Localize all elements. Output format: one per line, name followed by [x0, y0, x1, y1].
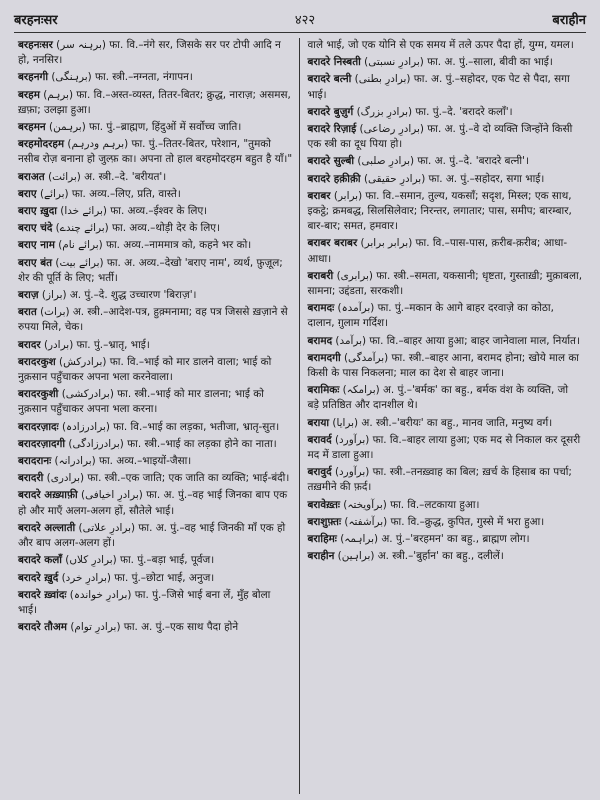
entry-headword: बराए	[18, 187, 37, 200]
entry-headword: बरादरे बत्नी	[307, 73, 352, 86]
entry-headword: बरादरे रिज़ाई	[307, 123, 357, 136]
entry-definition: (برآویختہ) फा. वि.–लटकाया हुआ।	[343, 498, 480, 511]
entry-headword: बरादरे ख़ुर्द	[18, 571, 59, 584]
left-column	[14, 38, 300, 794]
entry-headword: बरावेख़्तः	[307, 498, 340, 511]
dictionary-entry	[18, 454, 293, 469]
dictionary-entry	[18, 620, 293, 635]
entry-headword: बराए बंत	[18, 256, 53, 269]
entry-headword: बरादरे हक़ीक़ी	[307, 172, 361, 185]
entry-headword: बरादरकुशी	[18, 388, 59, 401]
entry-headword: बराअत	[18, 170, 45, 183]
dictionary-entry	[18, 305, 293, 335]
entry-definition: (برادرِ خواندہ) फा. पुं.–जिसे भाई बना लें, मुँह बोला भाई।	[18, 588, 271, 616]
entry-definition: (برابر برابر) फा. वि.–पास-पास, क़रीब-क़रीब; आधा-आधा।	[307, 237, 568, 265]
entry-headword: बरावर्द	[307, 433, 332, 446]
dictionary-entry	[18, 338, 293, 353]
entry-definition: (برادرِ نسبتی) फा. अ. पुं.–साला, बीवी का भाई।	[364, 56, 553, 69]
entry-definition: (برادرِ حقیقی) फा. अ. पुं.–सहोदर, सगा भाई।	[363, 172, 545, 185]
entry-definition: वाले भाई, जो एक योनि से एक समय में तले ऊपर पैदा हों, युग्म, यमल।	[307, 39, 574, 51]
dictionary-entry	[18, 437, 293, 452]
right-column	[300, 38, 587, 794]
dictionary-entry	[308, 105, 583, 120]
dictionary-entry	[18, 170, 293, 185]
entry-headword: बरादरी	[18, 472, 44, 485]
entry-definition: (برہم ودرہم) फा. पुं.–तितर-बितर, परेशान, "तुमको नसीब रोज़ बनाना हो जुल्फ़ का। अपना तो हाल बरहमोदरहम बहुत है याँ।"	[18, 138, 293, 166]
entry-headword: बरामदः	[307, 302, 335, 315]
entry-headword: बरादरे अल्लाती	[18, 521, 76, 534]
entry-definition: (برادرکش) फा. वि.–भाई को मार डालने वाला; भाई को नुक़सान पहुँचाकर अपना भला करनेवाला।	[18, 355, 272, 384]
entry-headword: बरादरे अख़्याफ़ी	[18, 489, 78, 502]
entry-definition: (برہنگی) फा. स्त्री.–नग्नता, नंगापन।	[51, 71, 193, 84]
entry-definition: (برادرِ صلبی) फा. अ. पुं.–दे. 'बरादरे बत्नी'।	[357, 155, 529, 168]
header-right-guide-word: बराहीन	[552, 13, 586, 28]
entry-headword: बराया	[307, 416, 330, 429]
entry-definition: (برآمد) फा. वि.–बाहर आया हुआ; बाहर जानेवाला माल, निर्यात।	[335, 334, 580, 347]
entry-definition: (برہم) फा. वि.–अस्त-व्यस्त, तितर-बितर; क्रुद्ध, नाराज़; असमस, ख़फ़ा; उलझा हुआ।	[18, 88, 291, 116]
entry-definition: (برادرکشی) फा. स्त्री.–भाई को मार डालना; भाई को नुक़सान पहुँचाकर अपना भला करना।	[18, 388, 264, 416]
page-number: ४२२	[294, 13, 316, 28]
entry-definition: (برہنہ سر) फा. वि.–नंगे सर, जिसके सर पर टोपी आदि न हो, ननसिर।	[18, 39, 281, 67]
entry-definition: (برآمدگی) फा. स्त्री.–बाहर आना, बरामद होना; खोये माल का किसी के पास निकलना; माल का देश से बाहर जाना।	[307, 351, 580, 380]
entry-headword: बरादरे तौअम	[18, 621, 68, 634]
entry-definition: (برابر) फा. वि.–समान, तुल्य, यकसाँ; सदृश, मिस्ल; एक साथ, इकट्ठे; क्रमबद्ध, सिलसिलेवार; निरन्तर, लगातार; पास, समीप; बारम्बार, बार-बार; समत, हमवार।	[307, 189, 572, 233]
dictionary-entry	[308, 498, 583, 513]
entry-headword: बरहनगी	[18, 71, 49, 84]
entry-definition: (برآشفتہ) फा. वि.–क्रुद्ध, कुपित, गुस्से में भरा हुआ।	[344, 515, 545, 528]
entry-definition: (برادرِ بزرگ) फा. पुं.–दे. 'बरादरे कलाँ'।	[356, 105, 513, 118]
entry-headword: बरहम	[18, 88, 40, 101]
dictionary-entry	[308, 38, 583, 53]
entry-definition: (برائے) फा. अव्य.–लिए, प्रति, वास्ते।	[39, 187, 181, 200]
two-column-body	[14, 38, 586, 794]
entry-headword: बरादरे ख़्वांदः	[18, 588, 67, 601]
entry-headword: बराबर	[307, 189, 331, 202]
entry-definition: (برادرِ علاتی) फा. अ. पुं.–वह भाई जिनकी माँ एक हो और बाप अलग-अलग हों।	[18, 521, 286, 550]
dictionary-entry	[18, 256, 293, 286]
dictionary-entry	[308, 549, 583, 564]
entry-headword: बरादरानः	[18, 455, 52, 468]
dictionary-entry	[308, 433, 583, 463]
entry-headword: बराए चंदे	[18, 222, 53, 235]
entry-definition: (برادرِ رضاعی) फा. अ. पुं.–वे दो व्यक्ति जिन्होंने किसी एक स्त्री का दूध पिया हो।	[307, 123, 573, 151]
entry-headword: बराए नाम	[18, 239, 55, 252]
dictionary-entry	[18, 288, 293, 303]
entry-headword: बरहमन	[18, 121, 46, 134]
entry-headword: बरादरकुश	[18, 355, 56, 368]
dictionary-entry	[308, 334, 583, 349]
entry-headword: बरादरज़ादः	[18, 420, 59, 433]
entry-definition: (برات) अ. स्त्री.–आदेश-पत्र, हुक़्मनामा; वह पत्र जिससे ख़ज़ाने से रुपया मिले, चेक।	[18, 306, 288, 334]
entry-definition: (برایا) अ. स्त्री.–'बरीयः' का बहु., मानव जाति, मनुष्य वर्ग।	[332, 416, 553, 429]
entry-definition: (برادرِ اخیافی) फा. अ. पुं.–वह भाई जिनका बाप एक हो और माएँ अलग-अलग हों, सौतेले भाई।	[18, 489, 288, 517]
entry-headword: बरहमोदरहम	[18, 138, 65, 151]
entry-definition: (براہین) अ. स्त्री.–'बुर्हान' का बहु., दलीलें।	[337, 550, 504, 563]
entry-headword: बरामद	[307, 334, 333, 347]
dictionary-entry	[18, 120, 293, 135]
dictionary-entry	[308, 269, 583, 299]
dictionary-entry	[18, 38, 293, 68]
entry-headword: बरादरे कलाँ	[18, 554, 62, 567]
dictionary-entry	[18, 238, 293, 253]
entry-headword: बरावुर्द	[307, 466, 332, 479]
dictionary-entry	[308, 55, 583, 70]
entry-headword: बराए ख़ुदा	[18, 205, 57, 218]
entry-headword: बरादरज़ादगी	[18, 437, 66, 450]
dictionary-entry	[18, 387, 293, 417]
entry-definition: (برآورد) फा. स्त्री.–तनख़्वाह का बिल; ख़र्च के हिसाब का पर्चा; तख़मीने की फ़र्द।	[307, 466, 572, 494]
entry-headword: बरादरे निस्बती	[307, 56, 361, 69]
dictionary-entry	[18, 355, 293, 385]
entry-headword: बरामिकः	[307, 384, 340, 397]
entry-definition: (برامکہ) अ. पुं.–'बर्मक' का बहु., बर्मक वंश के व्यक्ति, जो बड़े प्रतिष्ठित और दानशील थे।	[307, 384, 569, 412]
entry-definition: (برائت) अ. स्त्री.–दे. 'बरीयत'।	[48, 170, 167, 183]
dictionary-entry	[308, 236, 583, 266]
entry-headword: बराहिमः	[307, 533, 337, 546]
entry-definition: (برادری) फा. स्त्री.–एक जाति; एक जाति का व्यक्ति; भाई-बंदी।	[46, 472, 290, 485]
entry-headword: बराशुफ़्तः	[307, 515, 342, 528]
entry-headword: बराबरी	[307, 269, 334, 282]
dictionary-entry	[308, 172, 583, 187]
entry-definition: (براہمہ) अ. पुं.–'बरहमन' का बहु., ब्राह्मण लोग।	[340, 533, 530, 546]
entry-definition: (برادرِ توام) फा. अ. पुं.–एक साथ पैदा होने	[70, 621, 239, 634]
dictionary-entry	[308, 351, 583, 381]
entry-headword: बरादर	[18, 338, 41, 351]
dictionary-entry	[18, 471, 293, 486]
dictionary-entry	[308, 383, 583, 413]
entry-headword: बरामदगी	[307, 351, 341, 364]
entry-definition: (برائے بیت) फा. अ. अव्य.–देखो 'बराए नाम', व्यर्थ, फ़ुज़ूल; शेर की पूर्ति के लिए; भर्ती।	[18, 256, 283, 284]
dictionary-entry	[18, 187, 293, 202]
entry-definition: (برادرِ بطنی) फा. अ. पुं.–सहोदर, एक पेट से पैदा, सगा भाई।	[307, 73, 570, 101]
dictionary-entry	[308, 532, 583, 547]
dictionary-entry	[18, 137, 293, 167]
entry-definition: (برآورد) फा. वि.–बाहर लाया हुआ; एक मद से निकाल कर दूसरी मद में डाला हुआ।	[307, 433, 581, 462]
dictionary-entry	[18, 588, 293, 618]
dictionary-entry	[308, 189, 583, 235]
entry-headword: बराबर बराबर	[307, 237, 358, 250]
dictionary-entry	[18, 553, 293, 568]
dictionary-entry	[18, 70, 293, 85]
dictionary-entry	[18, 221, 293, 236]
entry-definition: (برائے نام) फा. अव्य.–नाममात्र को, कहने भर को।	[58, 239, 252, 252]
entry-definition: (برائے چندے) फा. अव्य.–थोड़ी देर के लिए।	[55, 222, 220, 235]
dictionary-entry	[18, 204, 293, 219]
entry-headword: बरादरे सुल्बी	[307, 155, 355, 168]
entry-headword: बराज़	[18, 289, 39, 302]
entry-headword: बरहनःसर	[18, 39, 53, 51]
dictionary-entry	[18, 488, 293, 518]
entry-definition: (برادرِ کلاں) फा. पुं.–बड़ा भाई, पूर्वज।	[65, 554, 215, 567]
entry-definition: (براز) अ. पुं.–दे. शुद्ध उच्चारण 'बिराज़'।	[41, 289, 197, 302]
dictionary-entry	[308, 154, 583, 169]
entry-definition: (برادرانہ) फा. अव्य.–भाइयों-जैसा।	[54, 455, 192, 468]
entry-headword: बरात	[18, 306, 37, 319]
dictionary-entry	[18, 88, 293, 118]
entry-headword: बराहीन	[307, 550, 335, 563]
dictionary-entry	[308, 515, 583, 530]
dictionary-entry	[308, 72, 583, 102]
entry-headword: बरादरे बुज़ुर्ग	[307, 105, 354, 118]
dictionary-entry	[308, 416, 583, 431]
entry-definition: (برادرزادہ) फा. वि.–भाई का लड़का, भतीजा, भ्रातृ-सुत।	[61, 420, 280, 433]
dictionary-entry	[18, 571, 293, 586]
entry-definition: (برائے خدا) फा. अव्य.–ईश्वर के लिए।	[60, 205, 208, 218]
dictionary-entry	[308, 122, 583, 152]
header-left-guide-word: बरहनःसर	[14, 13, 58, 28]
entry-definition: (برادرزادگی) फा. स्त्री.–भाई का लड़का होने का नाता।	[68, 437, 277, 450]
dictionary-entry	[308, 465, 583, 495]
entry-definition: (برابری) फा. स्त्री.–समता, यकसानी; धृष्टता, गुस्ताख़ी; मुक़ाबला, सामना; उद्दंडता, सरकशी।	[307, 269, 583, 298]
dictionary-entry	[18, 521, 293, 551]
entry-definition: (برادرِ خرد) फा. पुं.–छोटा भाई, अनुज।	[61, 571, 215, 584]
dictionary-entry	[18, 420, 293, 435]
entry-definition: (برادر) फा. पुं.–भ्रातृ, भाई।	[43, 338, 150, 351]
entry-definition: (برآمدہ) फा. पुं.–मकान के आगे बाहर दरवाज़े का कोठा, दालान, ग़ुलाम गर्दिश।	[307, 302, 554, 330]
dictionary-entry	[308, 301, 583, 331]
page-header	[14, 6, 586, 33]
entry-definition: (برہمن) फा. पुं.–ब्राह्मण, हिंदुओं में सर्वोच्च जाति।	[49, 121, 242, 134]
